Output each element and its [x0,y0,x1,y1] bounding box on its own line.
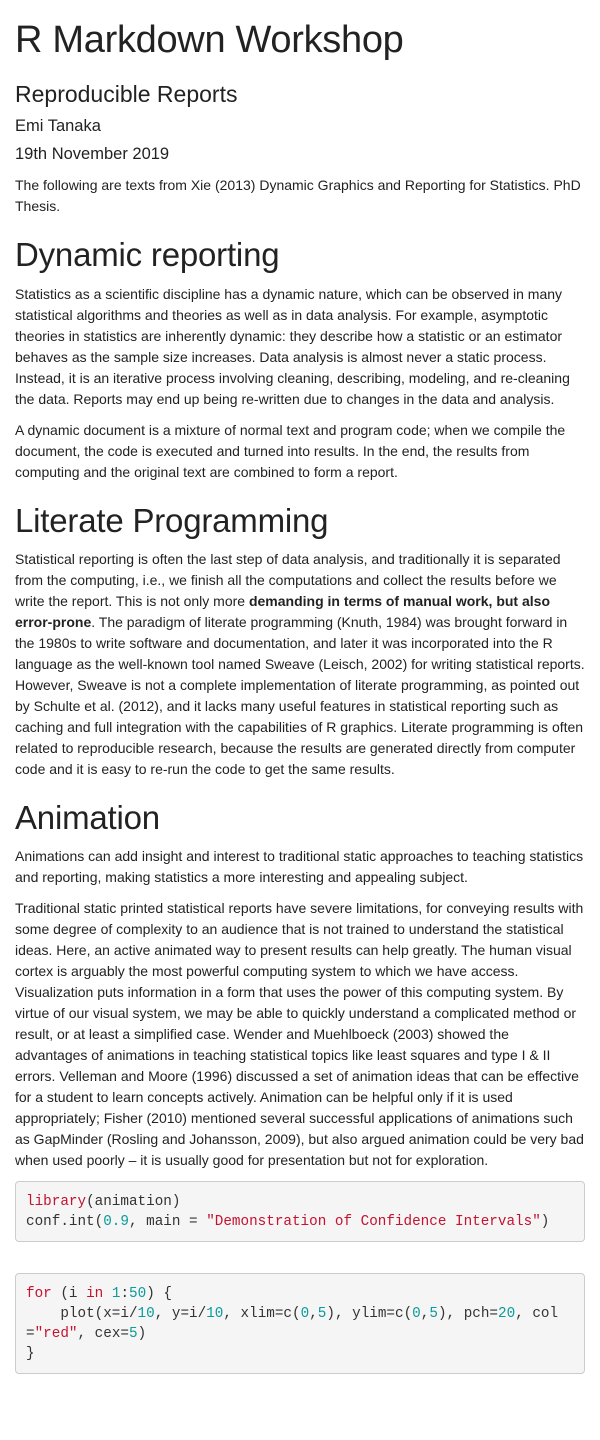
date: 19th November 2019 [15,145,170,164]
code-text: , col= [26,1305,559,1342]
code-text: ) { plot(x=i/ [60,1285,172,1322]
document [0,20,600,1374]
literate-paragraph [15,549,585,780]
code-number: 10 [206,1305,224,1322]
code-text: ), ylim=c( [326,1305,413,1322]
code-text: conf.int( [26,1213,104,1230]
code-fn-library: library [26,1193,87,1210]
code-text: , y=i/ [154,1305,207,1322]
code-text: , cex= [77,1325,129,1342]
heading-dynamic-reporting: Dynamic reporting [15,236,280,274]
spacer [15,1252,585,1273]
code-number: 0 [412,1305,421,1322]
code-text: ) } [26,1325,147,1362]
page-subtitle: Reproducible Reports [15,80,238,107]
dynamic-paragraph-1: Statistics as a scientific discipline has a dynamic nature, which can be observed in many statistical algorithms and theories as well as in data analysis. For example, asymptotic theories in statistics are inherently dynamic: they describe how a statistic or an estimator behaves as the sample size increases. Data analysis is almost never a static process. Instead, it is an iterative process involving cleaning, describing, modeling, and re-cleaning the data. Reports may end up being re-written due to changes in the data and analysis. [15,285,570,407]
code-block-1 [15,1181,585,1242]
code-number: 10 [137,1305,155,1322]
code-text: (i [51,1285,87,1302]
code-keyword: in [86,1285,104,1302]
code-string: "red" [34,1325,78,1342]
code-number: 50 [129,1285,147,1302]
heading-literate-programming: Literate Programming [15,501,329,539]
code-number: 1 [111,1285,121,1302]
animation-paragraph-2: Traditional static printed statistical reports have severe limitations, for conveying results with some degree of complexity to an audience that is not trained to understand the statistical ideas. Here, an active animated way to present results can help greatly. The human visual cortex is arguably the most powerful computing system to which we have access. Visualization puts information in a form that uses the power of this computing system. By virtue of our visual system, we may be able to quickly understand a complicated method or result, or at least a simplified case. Wender and Muehlboeck (2003) showed the advantages of animations in teaching statistical topics like least squares and type I & II errors. Velleman and Moore (1996) discussed a set of animation ideas that can be effective for a student to learn concepts actively. Animation can be helpful only if it is used appropriately; Fisher (2010) mentioned several successful applications of animations such as GapMinder (Rosling and Johansson, 2009), but also argued animation could be very bad when used poorly – it is usually good for presentation but not for exploration. [15,900,584,1169]
code-block-2 [15,1273,585,1374]
code-text: : [120,1285,130,1302]
literate-text-1: Statistical reporting is often the last step of data analysis, and traditionally it is separated from the computing, i.e., we finish all the computations and collect the results before we write the report. This is not only more [15,550,561,609]
code-text: ), pch= [437,1305,499,1322]
literate-bold-text: demanding in terms of manual work, but also error-prone [15,592,550,630]
heading-animation: Animation [15,798,160,836]
code-number: 5 [429,1305,438,1322]
code-text: ) [540,1213,550,1230]
code-number: 0.9 [103,1213,129,1230]
author: Emi Tanaka [15,117,101,136]
code-text: (animation) [86,1193,181,1210]
code-text [103,1286,112,1302]
code-number: 5 [317,1305,327,1322]
code-number: 0 [300,1305,310,1322]
code-number: 20 [498,1305,516,1322]
code-text: , main = [128,1213,207,1230]
code-text: , xlim=c( [223,1305,301,1322]
code-number: 5 [128,1325,138,1342]
code-text: , [309,1305,318,1322]
code-keyword: for [26,1285,52,1302]
animation-paragraph-1: Animations can add insight and interest to traditional static approaches to teaching statistics and reporting, making statistics a more interesting and appealing subject. [15,848,584,886]
page-title: R Markdown Workshop [15,19,404,61]
code-text: , [420,1305,430,1322]
literate-text-2: . The paradigm of literate programming (Knuth, 1984) was brought forward in the 1980s to write software and documentation, and later it was incorporated into the R language as the well-known tool named Sweave (Leisch, 2002) for writing statistical reports. However, Sweave is not a complete implementation of literate programming, as pointed out by Schulte et al. (2012), and it lacks many useful features in statistical reporting such as caching and full integration with the capabilities of R graphics. Literate programming is often related to reproducible research, because the results are generated directly from computer code and it is easy to re-run the code to get the same results. [15,613,585,777]
dynamic-paragraph-2: A dynamic document is a mixture of normal text and program code; when we compile the document, the code is executed and turned into results. In the end, the results from computing and the original text are combined to form a report. [15,421,566,480]
intro-paragraph: The following are texts from Xie (2013) Dynamic Graphics and Reporting for Statistics. PhD Thesis. [15,177,581,215]
code-string: "Demonstration of Confidence Intervals" [206,1213,541,1230]
